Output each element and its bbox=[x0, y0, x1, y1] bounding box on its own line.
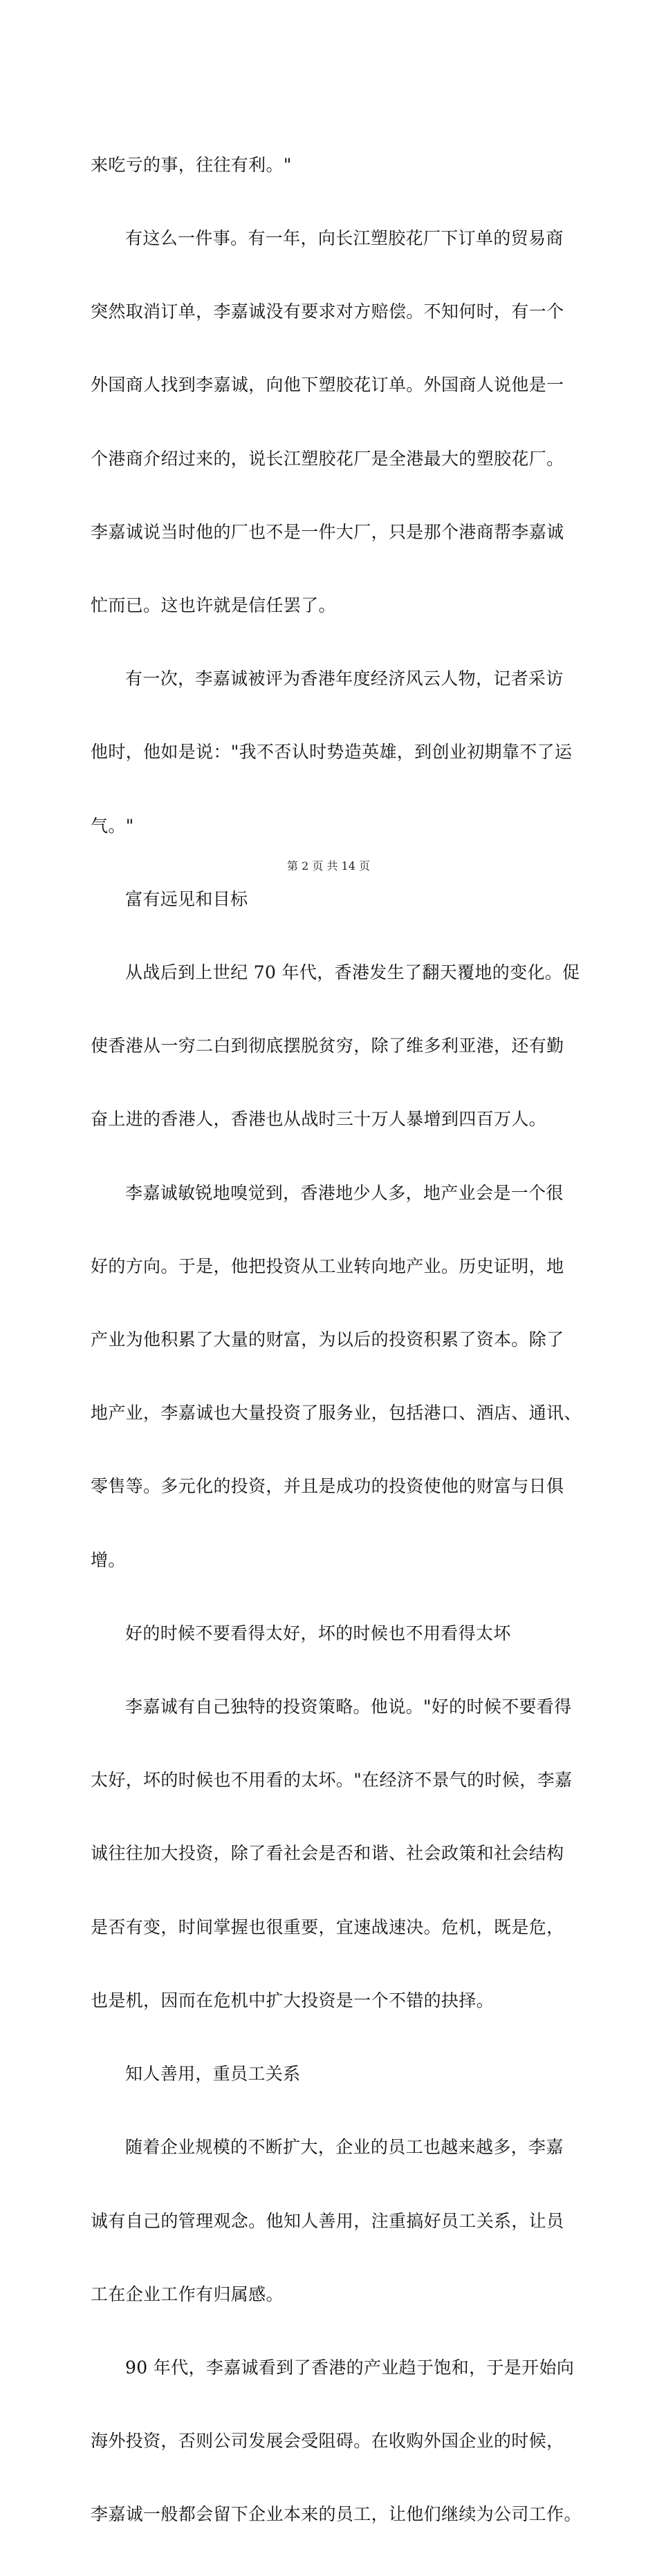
text-line: 诚有自己的管理观念。他知人善用，注重搞好员工关系，让员 bbox=[91, 2210, 564, 2231]
text-line: 诚往往加大投资，除了看社会是否和谐、社会政策和社会结构 bbox=[91, 1843, 564, 1864]
text-line: 个港商介绍过来的，说长江塑胶花厂是全港最大的塑胶花厂。 bbox=[91, 448, 564, 469]
text-line: 太好，坏的时候也不用看的太坏。"在经济不景气的时候，李嘉 bbox=[91, 1770, 573, 1791]
text-line: 突然取消订单，李嘉诚没有要求对方赔偿。不知何时，有一个 bbox=[91, 301, 564, 322]
section-heading: 富有远见和目标 bbox=[125, 888, 248, 909]
text-line: 是否有变，时间掌握也很重要，宜速战速决。危机，既是危， bbox=[91, 1916, 564, 1937]
text-line: 随着企业规模的不断扩大，企业的员工也越来越多，李嘉 bbox=[125, 2137, 564, 2158]
text-line: 忙而已。这也许就是信任罢了。 bbox=[91, 595, 336, 616]
text-line: 奋上进的香港人，香港也从战时三十万人暴增到四百万人。 bbox=[91, 1109, 547, 1130]
text-line: 李嘉诚敏锐地嗅觉到，香港地少人多，地产业会是一个很 bbox=[125, 1182, 564, 1203]
text-line: 海外投资，否则公司发展会受阻碍。在收购外国企业的时候， bbox=[91, 2431, 564, 2452]
text-line: 也是机，因而在危机中扩大投资是一个不错的抉择。 bbox=[91, 1990, 494, 2010]
text-line: 李嘉诚一般都会留下企业本来的员工，让他们继续为公司工作。 bbox=[91, 2504, 582, 2525]
text-line: 李嘉诚说当时他的厂也不是一件大厂，只是那个港商帮李嘉诚 bbox=[91, 521, 564, 542]
text-line: 产业为他积累了大量的财富，为以后的投资积累了资本。除了 bbox=[91, 1329, 564, 1350]
section-heading: 好的时候不要看得太好，坏的时候也不用看得太坏 bbox=[125, 1623, 511, 1643]
text-line: 有一次，李嘉诚被评为香港年度经济风云人物，记者采访 bbox=[125, 669, 564, 689]
page-number-footer: 第 2 页 共 14 页 bbox=[287, 859, 370, 872]
text-line: 好的方向。于是，他把投资从工业转向地产业。历史证明，地 bbox=[91, 1256, 564, 1276]
text-line: 增。 bbox=[91, 1549, 126, 1570]
text-line: 使香港从一穷二白到彻底摆脱贫穷，除了维多利亚港，还有勤 bbox=[91, 1036, 564, 1056]
text-line: 90 年代，李嘉诚看到了香港的产业趋于饱和，于是开始向 bbox=[125, 2357, 575, 2378]
section-heading: 知人善用，重员工关系 bbox=[125, 2064, 301, 2084]
document-body bbox=[91, 104, 582, 2576]
text-line: 地产业，李嘉诚也大量投资了服务业，包括港口、酒店、通讯、 bbox=[91, 1403, 582, 1424]
text-line: 他时，他如是说："我不否认时势造英雄，到创业初期靠不了运 bbox=[91, 742, 573, 763]
text-line: 工在企业工作有归属感。 bbox=[91, 2284, 284, 2304]
text-line: 气。" bbox=[91, 815, 134, 836]
text-line: 外国商人找到李嘉诚，向他下塑胶花订单。外国商人说他是一 bbox=[91, 375, 564, 395]
text-line: 李嘉诚有自己独特的投资策略。他说。"好的时候不要看得 bbox=[125, 1697, 572, 1717]
text-line: 零售等。多元化的投资，并且是成功的投资使他的财富与日俱 bbox=[91, 1476, 564, 1497]
text-line: 来吃亏的事，往往有利。" bbox=[91, 154, 292, 175]
text-line: 有这么一件事。有一年，向长江塑胶花厂下订单的贸易商 bbox=[125, 228, 564, 249]
text-line: 从战后到上世纪 70 年代，香港发生了翻天覆地的变化。促 bbox=[125, 962, 580, 983]
